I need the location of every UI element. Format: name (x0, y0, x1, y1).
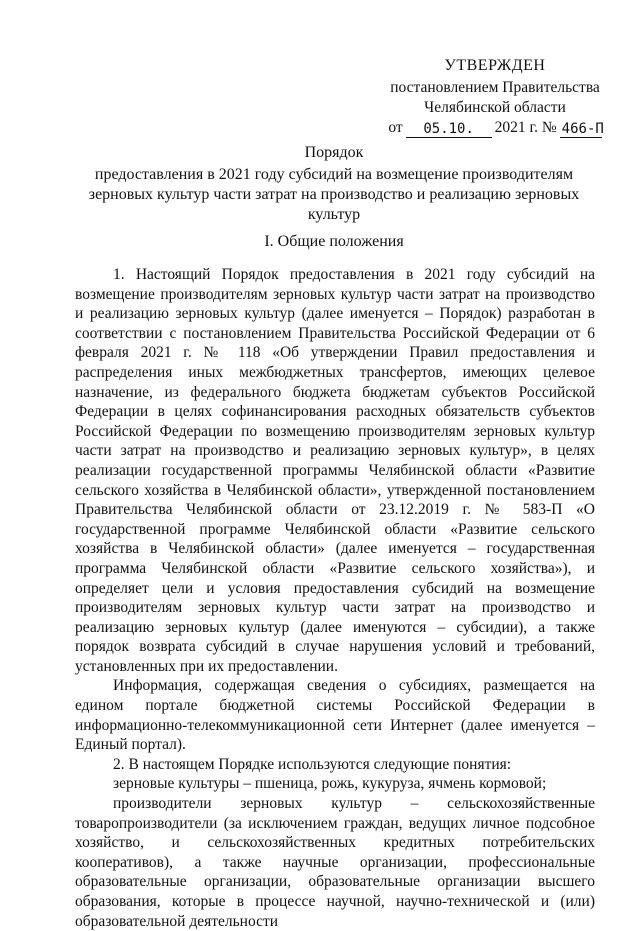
approval-number-field: 466-П (561, 121, 604, 137)
approval-line-1: постановлением Правительства (390, 79, 600, 96)
approval-year-text: 2021 г. № (494, 119, 557, 136)
paragraph: 1. Настоящий Порядок предоставления в 2021 году субсидий на возмещение производителям зерновых культур части затрат на производство и реализацию зерновых культур (далее именуется – Порядок) разработан в соответствии с постановлением Правительства Российской Федерации от 6 февраля 2021 г. № 118 «Об утверждении Правил предоставления и распределения иных межбюджетных трансфертов, имеющих целевое назначение, из федерального бюджета бюджетам субъектов Российской Федерации в целях софинансирования расходных обязательств субъектов Российской Федерации по возмещению производителям зерновых культур части затрат на производство и реализацию зерновых культур», в целях реализации государственной программы Челябинской области «Развитие сельского хозяйства в Челябинской области», утвержденной постановлением Правительства Челябинской области от 23.12.2019 г. № 583-П «О государственной программе Челябинской области «Развитие сельского хозяйства в Челябинской области» (далее именуется – государственная программа Челябинской области «Развитие сельского хозяйства»), и определяет цели и условия предоставления субсидий на возмещение производителям зерновых культур части затрат на производство и реализацию зерновых культур (далее именуются – субсидии), а также порядок возврата субсидий в случае нарушения условий и требований, установленных при их предоставлении. (75, 266, 595, 675)
approval-date-line (380, 118, 610, 138)
paragraph: 2. В настоящем Порядке используются следующие понятия: (113, 755, 512, 773)
approval-heading: УТВЕРЖДЕН (444, 57, 546, 74)
approval-date-field: 05.10. (406, 121, 492, 138)
paragraph: зерновые культуры – пшеница, рожь, кукуруза, ячмень кормовой; (113, 775, 547, 793)
document-title: Порядок (304, 144, 364, 161)
approval-stamp (380, 56, 610, 138)
section-heading: I. Общие положения (264, 233, 404, 250)
document-title-block (80, 143, 588, 225)
paragraph: Информация, содержащая сведения о субсидиях, размещается на едином портале бюджетной системы Российской Федерации в информационно-телекоммуникационной сети Интернет (далее именуется – Единый портал). (75, 677, 595, 754)
approval-line-2: Челябинской области (424, 99, 566, 116)
paragraph: производители зерновых культур – сельскохозяйственные товаропроизводители (за исключением граждан, ведущих личное подсобное хозяйство, и сельскохозяйственных кредитных потребительских кооперативов), а также научные организации, профессиональные образовательные организации, образовательные организации высшего образования, которые в процессе научной, научно-технической и (или) образовательной деятельности (75, 795, 595, 930)
document-body (75, 265, 595, 931)
document-subtitle: предоставления в 2021 году субсидий на возмещение производителям зерновых культур части затрат на производство и реализацию зерновых культур (88, 166, 580, 223)
from-label: от (388, 119, 403, 136)
